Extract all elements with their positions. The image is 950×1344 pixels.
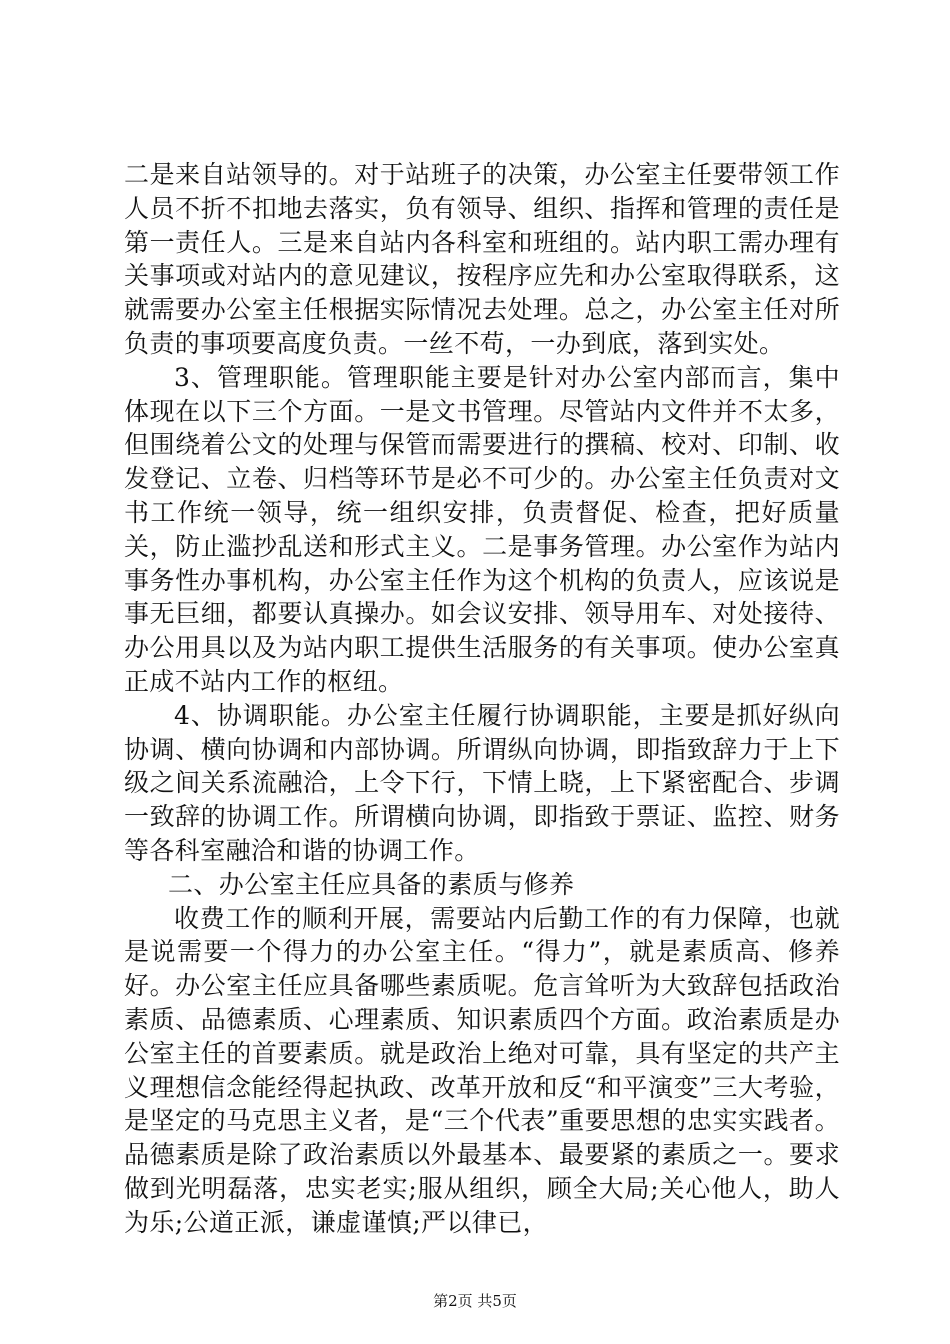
paragraph-continuation: 二是来自站领导的。对于站班子的决策，办公室主任要带领工作人员不折不扣地去落实，负有领导、组织、指挥和管理的责任是第一责任人。三是来自站内各科室和班组的。站内职工需办理有关事项或对站内的意见建议，按程序应先和办公室取得联系，这就需要办公室主任根据实际情况去处理。总之，办公室主任对所负责的事项要高度负责。一丝不苟，一办到底，落到实处。 — [124, 160, 840, 358]
document-body — [124, 158, 840, 1240]
page-footer: 第2页 共5页 — [433, 1292, 517, 1310]
paragraph-management-function: 3、管理职能。管理职能主要是针对办公室内部而言，集中体现在以下三个方面。一是文书管理。尽管站内文件并不太多，但围绕着公文的处理与保管而需要进行的撰稿、校对、印制、收发登记、立卷、归档等环节是必不可少的。办公室主任负责对文书工作统一领导，统一组织安排，负责督促、检查，把好质量关，防止滥抄乱送和形式主义。二是事务管理。办公室作为站内事务性办事机构，办公室主任作为这个机构的负责人，应该说是事无巨细，都要认真操办。如会议安排、领导用车、对处接待、办公用具以及为站内职工提供生活服务的有关事项。使办公室真正成不站内工作的枢纽。 — [124, 362, 840, 696]
section-heading: 二、办公室主任应具备的素质与修养 — [168, 869, 575, 899]
paragraph-coordination-function: 4、协调职能。办公室主任履行协调职能，主要是抓好纵向协调、横向协调和内部协调。所谓纵向协调，即指致辞力于上下级之间关系流融洽，上令下行，下情上晓，上下紧密配合、步调一致辞的协调工作。所谓横向协调，即指致于票证、监控、财务等各科室融洽和谐的协调工作。 — [124, 700, 840, 865]
paragraph-qualities: 收费工作的顺利开展，需要站内后勤工作的有力保障，也就是说需要一个得力的办公室主任。“得力”，就是素质高、修养好。办公室主任应具备哪些素质呢。危言耸听为大致辞包括政治素质、品德素质、心理素质、知识素质四个方面。政治素质是办公室主任的首要素质。就是政治上绝对可靠，具有坚定的共产主义理想信念能经得起执政、改革开放和反“和平演变”三大考验，是坚定的马克思主义者，是“三个代表”重要思想的忠实实践者。品德素质是除了政治素质以外最基本、最要紧的素质之一。要求做到光明磊落，忠实老实;服从组织，顾全大局;关心他人，助人为乐;公道正派，谦虚谨慎;严以律已， — [124, 903, 840, 1237]
